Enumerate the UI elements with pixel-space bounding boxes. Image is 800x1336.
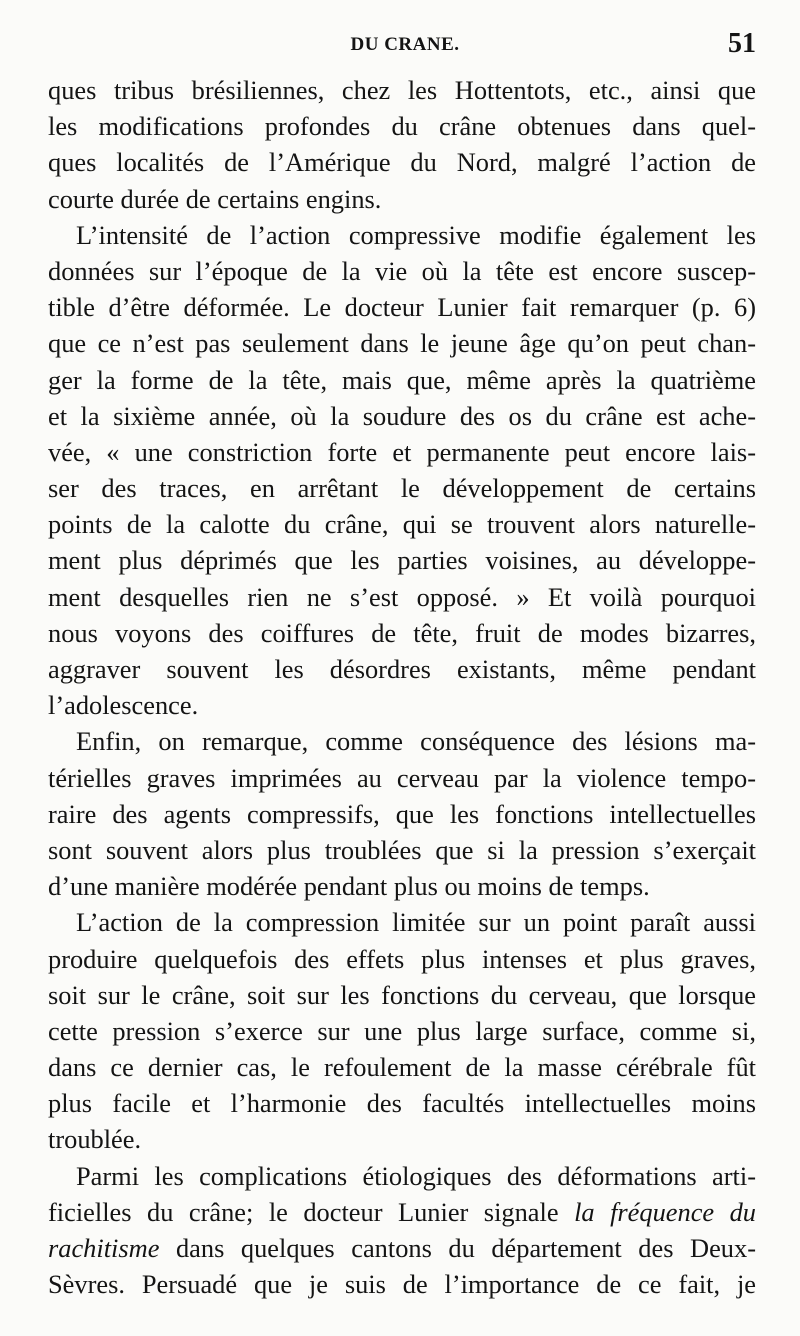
text-line: l’adolescence. [48,690,199,721]
italic-word: rachitisme [48,1233,160,1263]
text-line: que ce n’est pas seulement dans le jeune âge qu’on peut chan- [48,328,756,359]
paragraph-5 [48,1158,756,1303]
text-line: ment plus déprimés que les parties voisines, au développe- [48,545,756,576]
text-line: données sur l’époque de la vie où la tête est encore suscep- [48,255,756,286]
body-text [48,72,756,1302]
text-line: L’action de la compression limitée sur un point paraît aussi [76,907,756,938]
text-line: d’une manière modérée pendant plus ou moins de temps. [48,871,650,902]
paragraph-1 [48,72,756,217]
text-line: Enfin, on remarque, comme conséquence des lésions ma- [76,726,756,757]
text-segment: ficielles du crâne; le docteur Lunier signale [48,1196,559,1227]
text-line: térielles graves imprimées au cerveau par la violence tempo- [48,762,756,793]
text-line: raire des agents compressifs, que les fonctions intellectuelles [48,798,756,829]
text-line: courte durée de certains engins. [48,183,382,214]
paragraph-2 [48,217,756,724]
paragraph-4 [48,904,756,1157]
text-line: produire quelquefois des effets plus intenses et plus graves, [48,943,756,974]
text-line: cette pression s’exerce sur une plus large surface, comme si, [48,1015,756,1046]
text-line: Sèvres. Persuadé que je suis de l’importance de ce fait, je [48,1269,756,1300]
text-line: les modifications profondes du crâne obtenues dans quel- [48,111,756,142]
text-line: plus facile et l’harmonie des facultés intellectuelles moins [48,1088,756,1119]
text-line: points de la calotte du crâne, qui se trouvent alors naturelle- [48,509,756,540]
text-line: aggraver souvent les désordres existants, même pendant [48,654,756,684]
paragraph-3 [48,723,756,904]
text-line: ser des traces, en arrêtant le développement de certains [48,473,756,504]
text-line-mixed [48,1230,756,1266]
text-line-mixed [48,1194,756,1230]
text-line: nous voyons des coiffures de tête, fruit de modes bizarres, [48,617,756,648]
text-line: et la sixième année, où la soudure des os du crâne est ache- [48,400,756,431]
text-line: Parmi les complications étiologiques des déformations arti- [76,1160,756,1191]
text-line: troublée. [48,1124,142,1155]
page-number: 51 [728,28,756,59]
text-line: L’intensité de l’action compressive modifie également les [76,219,756,250]
text-line: ques tribus brésiliennes, chez les Hottentots, etc., ainsi que [48,75,756,105]
text-line: soit sur le crâne, soit sur les fonctions du cerveau, que lorsque [48,979,756,1010]
italic-phrase: la fréquence du [574,1196,756,1227]
running-head: DU CRANE. [350,34,460,55]
text-line: ger la forme de la tête, mais que, même après la quatrième [48,364,756,395]
text-line: vée, « une constriction forte et permanente peut encore lais- [48,436,756,467]
text-line: sont souvent alors plus troublées que si la pression s’exerçait [48,834,756,865]
text-segment: dans quelques cantons du département des Deux- [159,1233,756,1263]
text-line: tible d’être déformée. Le docteur Lunier fait remarquer (p. 6) [48,292,756,323]
page-header [48,28,762,68]
text-line: ques localités de l’Amérique du Nord, malgré l’action de [48,147,756,178]
text-line: dans ce dernier cas, le refoulement de la masse cérébrale fût [48,1052,756,1083]
text-line: ment desquelles rien ne s’est opposé. » Et voilà pourquoi [48,581,756,612]
